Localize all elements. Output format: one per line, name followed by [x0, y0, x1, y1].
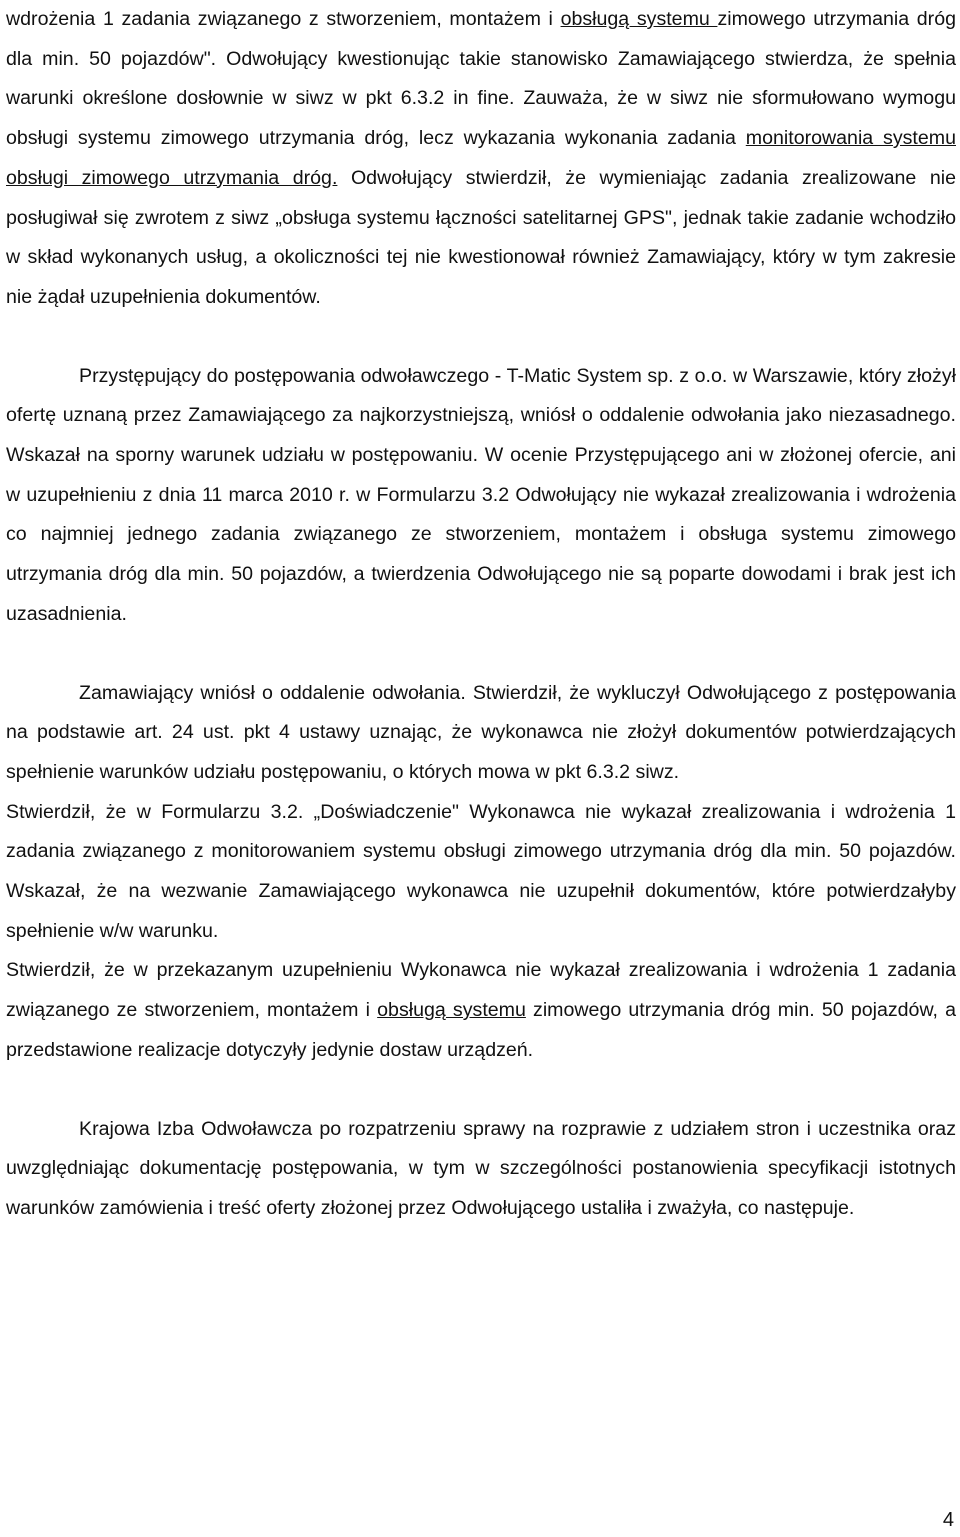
- text-run: Odwołujący stwierdził, że wymieniając zadania zrealizowane nie posługiwał się zwrotem z siwz „obsługa systemu łączności satelitarnej GPS", jednak takie zadanie wchodziło w skład wykonanych usług, a okoliczności tej nie kwestionował również Zamawiający, który w tym zakresie nie żądał uzupełnienia dokumentów.: [6, 166, 956, 308]
- text-run: zimowego utrzymania dróg min. 50 pojazdów, a przedstawione realizacje dotyczyły jedynie dostaw urządzeń.: [6, 999, 957, 1061]
- paragraph-gap: [6, 318, 956, 357]
- text-run: wdrożenia 1 zadania związanego z stworzeniem, montażem i: [6, 8, 561, 30]
- paragraph-experience-form: Stwierdził, że w Formularzu 3.2. „Doświadczenie" Wykonawca nie wykazał zrealizowania i wdrożenia 1 zadania związanego z monitorowaniem systemu obsługi zimowego utrzymania dróg dla min. 50 pojazdów. Wskazał, że na wezwanie Zamawiającego wykonawca nie uzupełnił dokumentów, które potwierdzałyby spełnienie w/w warunku.: [6, 800, 956, 942]
- paragraph-chamber-findings: Krajowa Izba Odwoławcza po rozpatrzeniu sprawy na rozprawie z udziałem stron i uczestnika oraz uwzględniając dokumentację postępowania, w tym w szczególności postanowienia specyfikacji istotnych warunków zamówienia i treść oferty złożonej przez Odwołującego ustaliła i zważyła, co następuje.: [6, 1117, 956, 1219]
- paragraph-gap: [6, 635, 956, 674]
- paragraph-appellant-claim: [6, 0, 956, 318]
- document-page: [6, 0, 956, 1229]
- paragraph-intervener-position: Przystępujący do postępowania odwoławczego - T-Matic System sp. z o.o. w Warszawie, który złożył ofertę uznaną przez Zamawiającego za najkorzystniejszą, wniósł o oddalenie odwołania jako niezasadnego. Wskazał na sporny warunek udziału w postępowaniu. W ocenie Przystępującego ani w złożonej ofercie, ani w uzupełnieniu z dnia 11 marca 2010 r. w Formularzu 3.2 Odwołujący nie wykazał zrealizowania i wdrożenia co najmniej jednego zadania związanego ze stworzeniem, montażem i obsługa systemu zimowego utrzymania dróg dla min. 50 pojazdów, a twierdzenia Odwołującego nie są poparte dowodami i brak jest ich uzasadnienia.: [6, 364, 956, 625]
- underlined-phrase: obsługą systemu: [560, 8, 718, 30]
- paragraph-gap: [6, 1071, 956, 1110]
- text-run: zimowego utrzymania dróg dla min. 50 pojazdów". Odwołujący kwestionując takie stanowisko Zamawiającego stwierdza, że spełnia warunki określone dosłownie w siwz w pkt 6.3.2 in fine. Zauważa, że w siwz nie sformułowano wymogu obsługi systemu zimowego utrzymania dróg, lecz wykazania wykonania zadania: [6, 8, 957, 150]
- text-run: Stwierdził, że w przekazanym uzupełnieniu Wykonawca nie wykazał zrealizowania i wdrożenia 1 zadania związanego ze stworzeniem, montażem i: [6, 959, 956, 1022]
- paragraph-contracting-authority: Zamawiający wniósł o oddalenie odwołania. Stwierdził, że wykluczył Odwołującego z postępowania na podstawie art. 24 ust. pkt 4 ustawy uznając, że wykonawca nie złożył dokumentów potwierdzających spełnienie warunków udziału postępowaniu, o których mowa w pkt 6.3.2 siwz.: [6, 681, 956, 783]
- underlined-phrase: obsługą systemu: [377, 999, 526, 1022]
- paragraph-supplement: [6, 951, 956, 1070]
- underlined-phrase: monitorowania systemu obsługi zimowego utrzymania dróg.: [6, 127, 956, 189]
- page-number: 4: [942, 1509, 954, 1531]
